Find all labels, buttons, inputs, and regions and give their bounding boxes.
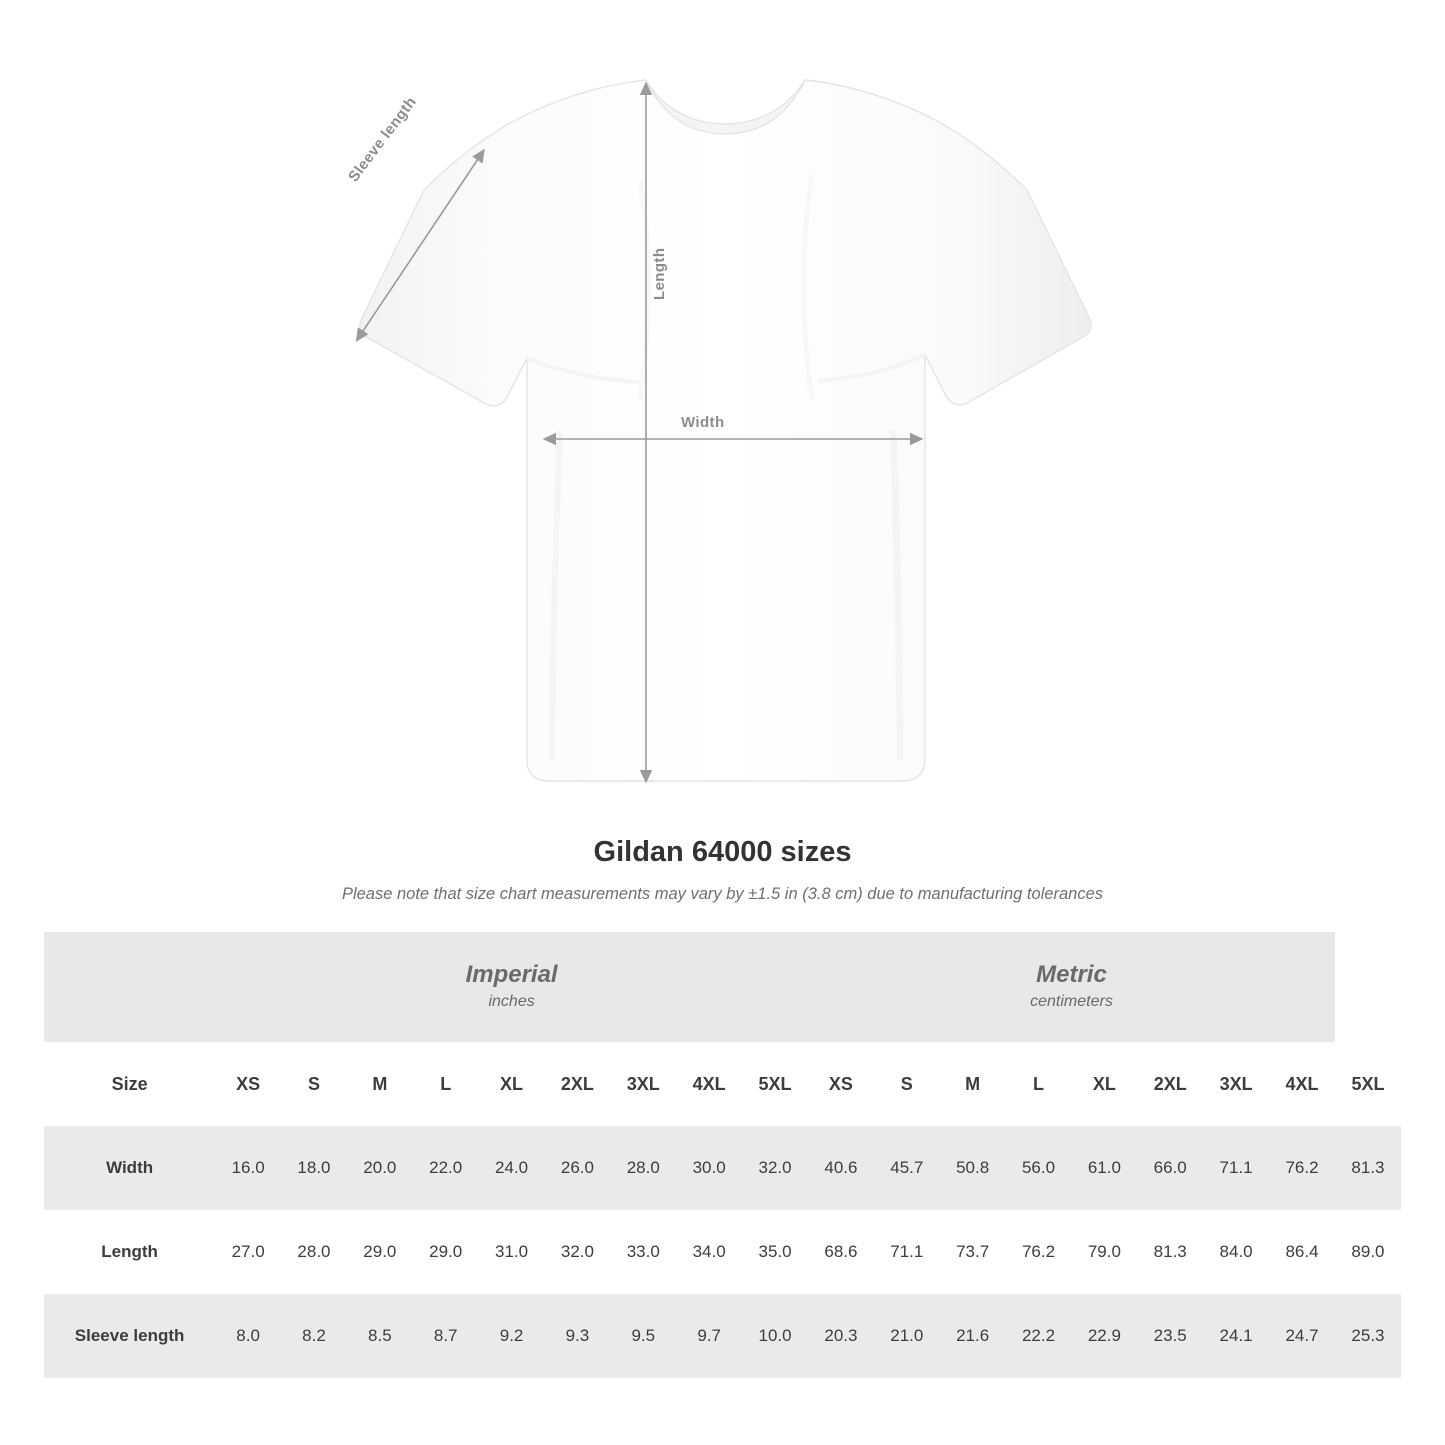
cell-sleeve-3xl-cm: 24.1: [1203, 1294, 1269, 1378]
cell-sleeve-5xl-cm: 25.3: [1335, 1294, 1401, 1378]
col-header-xl-cm: XL: [1071, 1042, 1137, 1126]
page-title: Gildan 64000 sizes: [593, 836, 852, 868]
cell-width-xs-cm: 40.6: [808, 1126, 874, 1210]
cell-width-s-in: 18.0: [281, 1126, 347, 1210]
cell-sleeve-4xl-cm: 24.7: [1269, 1294, 1335, 1378]
cell-length-5xl-in: 35.0: [742, 1210, 808, 1294]
imperial-sub: inches: [488, 993, 535, 1010]
cell-width-xs-in: 16.0: [215, 1126, 281, 1210]
col-header-2xl-cm: 2XL: [1137, 1042, 1203, 1126]
cell-length-xl-cm: 79.0: [1071, 1210, 1137, 1294]
table-row: [44, 1294, 1401, 1378]
size-header-row: [44, 1042, 1401, 1126]
cell-length-3xl-cm: 84.0: [1203, 1210, 1269, 1294]
cell-width-5xl-cm: 81.3: [1335, 1126, 1401, 1210]
col-header-4xl-cm: 4XL: [1269, 1042, 1335, 1126]
size-chart-table: [44, 932, 1401, 1378]
col-header-s-cm: S: [874, 1042, 940, 1126]
unit-header-metric: [808, 932, 1335, 1042]
length-label: Length: [651, 247, 668, 300]
cell-width-2xl-in: 26.0: [544, 1126, 610, 1210]
col-header-5xl-cm: 5XL: [1335, 1042, 1401, 1126]
col-header-l-in: L: [413, 1042, 479, 1126]
cell-width-l-in: 22.0: [413, 1126, 479, 1210]
col-header-xs-cm: XS: [808, 1042, 874, 1126]
cell-length-xs-cm: 68.6: [808, 1210, 874, 1294]
cell-length-s-in: 28.0: [281, 1210, 347, 1294]
cell-width-4xl-cm: 76.2: [1269, 1126, 1335, 1210]
cell-sleeve-4xl-in: 9.7: [676, 1294, 742, 1378]
col-header-3xl-in: 3XL: [610, 1042, 676, 1126]
cell-sleeve-xs-in: 8.0: [215, 1294, 281, 1378]
table-row: [44, 1126, 1401, 1210]
row-label-length: Length: [44, 1210, 215, 1294]
cell-length-4xl-cm: 86.4: [1269, 1210, 1335, 1294]
cell-width-l-cm: 56.0: [1006, 1126, 1072, 1210]
tolerance-note: Please note that size chart measurements may vary by ±1.5 in (3.8 cm) due to manufacturing tolerances: [341, 885, 1104, 903]
cell-sleeve-xl-in: 9.2: [479, 1294, 545, 1378]
width-label: Width: [681, 414, 725, 431]
cell-length-s-cm: 71.1: [874, 1210, 940, 1294]
size-table-wrapper: [0, 932, 1445, 1378]
col-header-4xl-in: 4XL: [676, 1042, 742, 1126]
cell-sleeve-3xl-in: 9.5: [610, 1294, 676, 1378]
cell-sleeve-2xl-cm: 23.5: [1137, 1294, 1203, 1378]
row-label-width: Width: [44, 1126, 215, 1210]
cell-sleeve-2xl-in: 9.3: [544, 1294, 610, 1378]
cell-sleeve-xs-cm: 20.3: [808, 1294, 874, 1378]
unit-header-spacer: [44, 932, 215, 1042]
cell-length-l-cm: 76.2: [1006, 1210, 1072, 1294]
cell-length-m-cm: 73.7: [940, 1210, 1006, 1294]
cell-width-3xl-in: 28.0: [610, 1126, 676, 1210]
cell-length-2xl-in: 32.0: [544, 1210, 610, 1294]
title-block: [0, 836, 1445, 904]
col-header-3xl-cm: 3XL: [1203, 1042, 1269, 1126]
col-header-xl-in: XL: [479, 1042, 545, 1126]
cell-length-xs-in: 27.0: [215, 1210, 281, 1294]
col-header-m-cm: M: [940, 1042, 1006, 1126]
cell-sleeve-s-in: 8.2: [281, 1294, 347, 1378]
col-header-2xl-in: 2XL: [544, 1042, 610, 1126]
cell-sleeve-m-in: 8.5: [347, 1294, 413, 1378]
cell-sleeve-s-cm: 21.0: [874, 1294, 940, 1378]
tshirt-shape: [360, 80, 1091, 781]
unit-header-row: [44, 932, 1401, 1042]
metric-name: Metric: [1036, 961, 1107, 988]
cell-length-2xl-cm: 81.3: [1137, 1210, 1203, 1294]
col-header-l-cm: L: [1006, 1042, 1072, 1126]
cell-width-m-in: 20.0: [347, 1126, 413, 1210]
cell-width-3xl-cm: 71.1: [1203, 1126, 1269, 1210]
cell-width-2xl-cm: 66.0: [1137, 1126, 1203, 1210]
cell-sleeve-xl-cm: 22.9: [1071, 1294, 1137, 1378]
cell-length-5xl-cm: 89.0: [1335, 1210, 1401, 1294]
col-header-m-in: M: [347, 1042, 413, 1126]
sleeve-length-label: Sleeve length: [345, 93, 420, 186]
cell-width-5xl-in: 32.0: [742, 1126, 808, 1210]
cell-sleeve-5xl-in: 10.0: [742, 1294, 808, 1378]
cell-width-4xl-in: 30.0: [676, 1126, 742, 1210]
cell-width-xl-in: 24.0: [479, 1126, 545, 1210]
col-header-xs-in: XS: [215, 1042, 281, 1126]
cell-sleeve-l-in: 8.7: [413, 1294, 479, 1378]
col-header-s-in: S: [281, 1042, 347, 1126]
cell-width-m-cm: 50.8: [940, 1126, 1006, 1210]
unit-header-imperial: [215, 932, 808, 1042]
cell-sleeve-l-cm: 22.2: [1006, 1294, 1072, 1378]
row-label-sleeve-length: Sleeve length: [44, 1294, 215, 1378]
cell-length-3xl-in: 33.0: [610, 1210, 676, 1294]
cell-width-xl-cm: 61.0: [1071, 1126, 1137, 1210]
metric-sub: centimeters: [1030, 993, 1113, 1010]
imperial-name: Imperial: [465, 961, 558, 988]
table-row: [44, 1210, 1401, 1294]
cell-length-4xl-in: 34.0: [676, 1210, 742, 1294]
cell-length-xl-in: 31.0: [479, 1210, 545, 1294]
size-header-label: Size: [44, 1042, 215, 1126]
cell-width-s-cm: 45.7: [874, 1126, 940, 1210]
col-header-5xl-in: 5XL: [742, 1042, 808, 1126]
cell-length-m-in: 29.0: [347, 1210, 413, 1294]
cell-length-l-in: 29.0: [413, 1210, 479, 1294]
cell-sleeve-m-cm: 21.6: [940, 1294, 1006, 1378]
